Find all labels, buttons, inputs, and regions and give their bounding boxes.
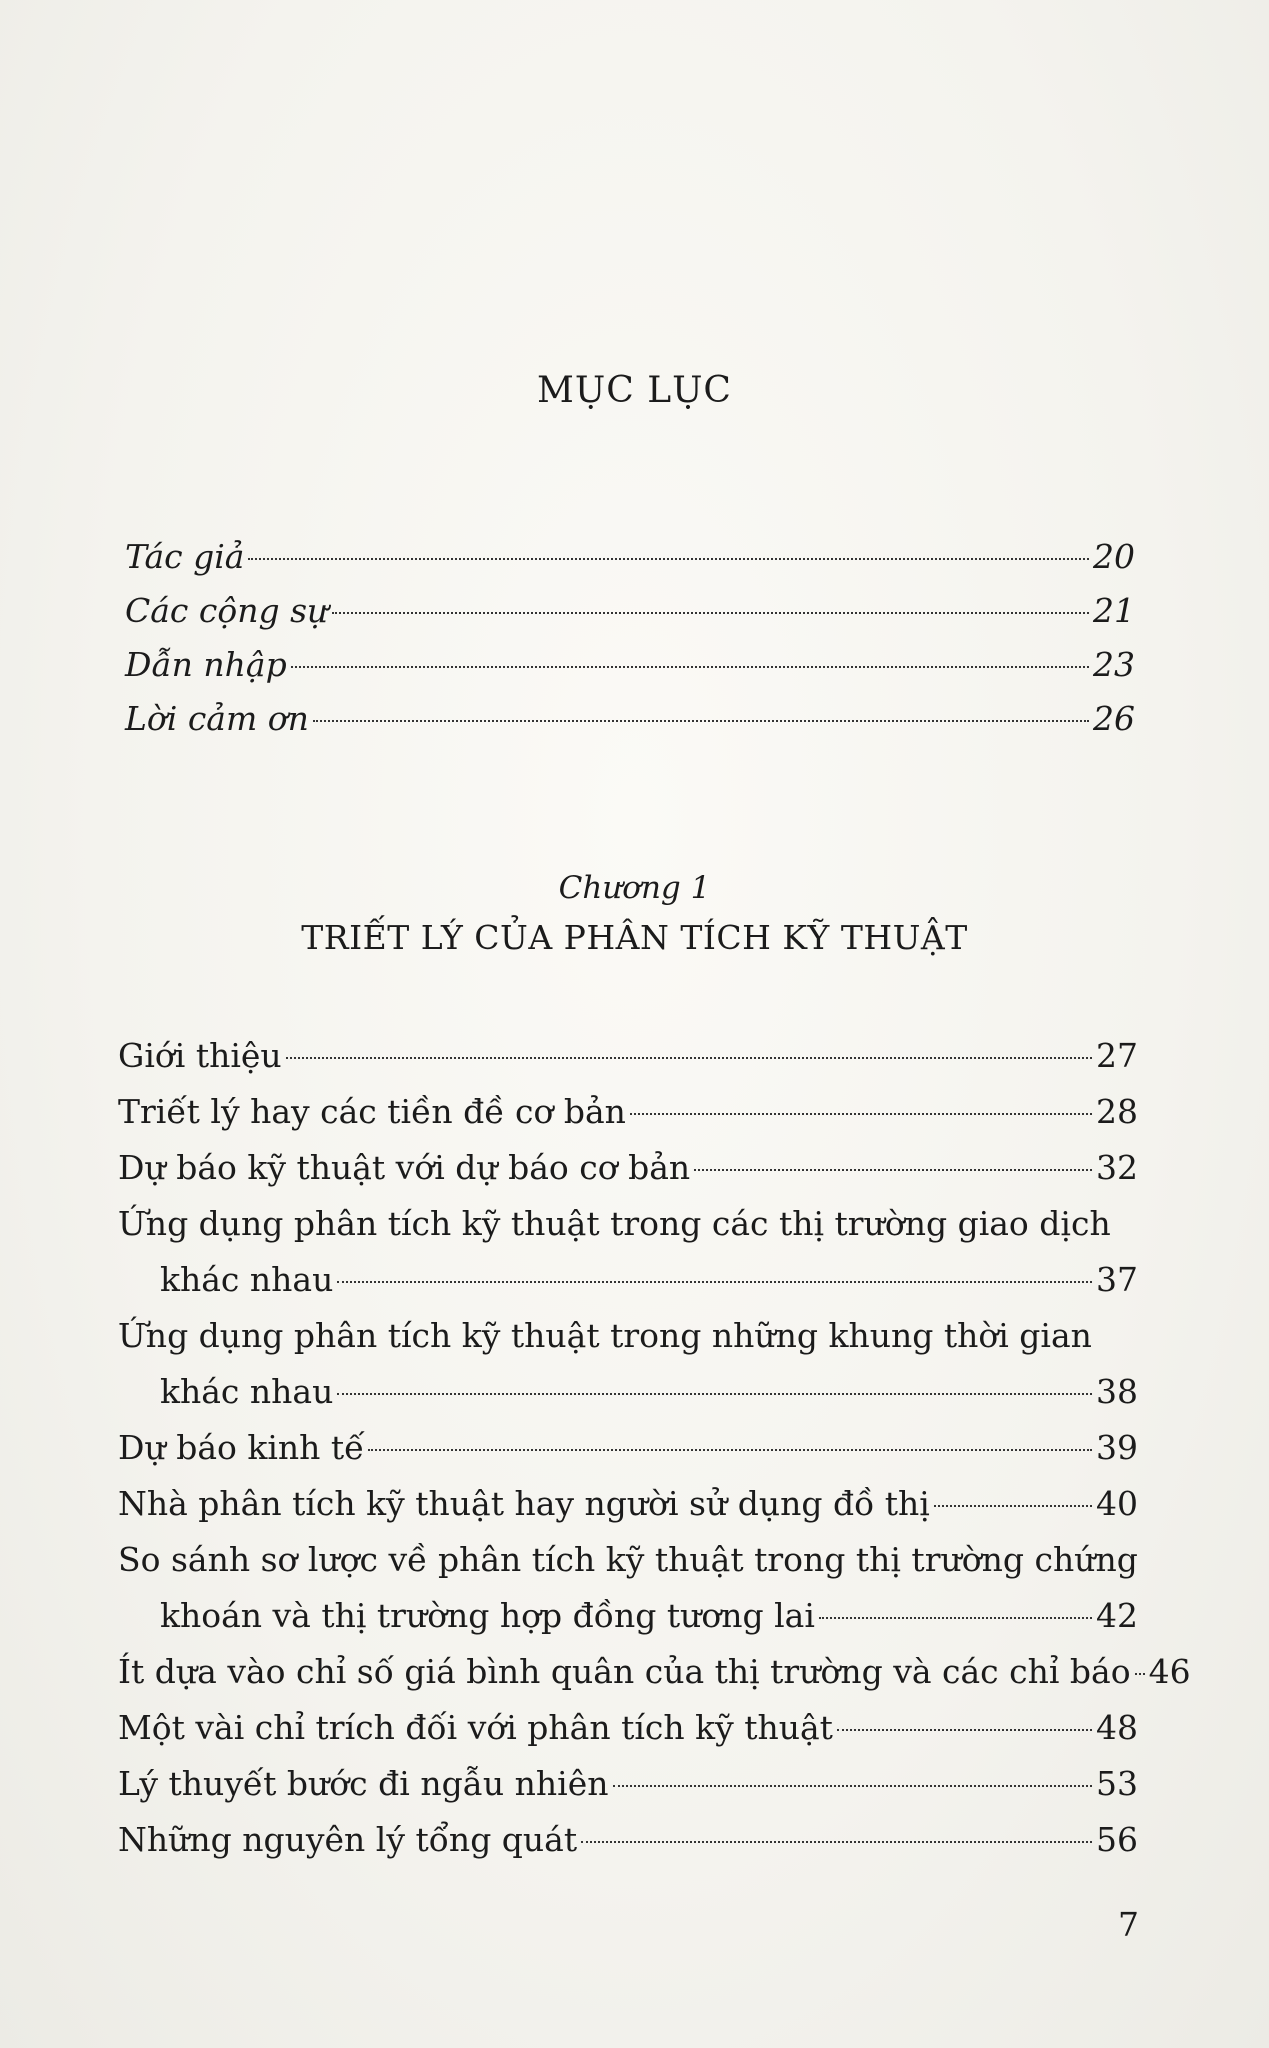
entry-page: 20: [1093, 537, 1135, 576]
toc-entry: [125, 530, 1135, 584]
entry-label: Ít dựa vào chỉ số giá bình quân của thị trường và các chỉ báo: [118, 1652, 1131, 1691]
toc-entry: [118, 1420, 1138, 1476]
toc-entry: [118, 1084, 1138, 1140]
chapter-label: Chương 1: [558, 870, 711, 906]
toc-entry: [118, 1364, 1138, 1420]
page-number: 7: [1118, 1905, 1139, 1944]
dot-leader: [337, 1281, 1092, 1283]
toc-entry: [118, 1644, 1191, 1700]
toc-entry: [118, 1476, 1138, 1532]
toc-entry: [118, 1252, 1138, 1308]
entry-first-line: Ứng dụng phân tích kỹ thuật trong các thị trường giao dịch: [118, 1204, 1111, 1243]
entry-page: 21: [1093, 591, 1135, 630]
entry-label: Những nguyên lý tổng quát: [118, 1820, 578, 1859]
dot-leader: [1135, 1673, 1145, 1675]
entry-page: 48: [1096, 1708, 1138, 1747]
entry-label: khác nhau: [160, 1260, 334, 1299]
toc-entry: [118, 1700, 1138, 1756]
dot-leader: [291, 666, 1089, 668]
entry-label: Dự báo kinh tế: [118, 1428, 365, 1467]
entry-label: Lý thuyết bước đi ngẫu nhiên: [118, 1764, 609, 1803]
entry-page: 28: [1096, 1092, 1138, 1131]
chapter-entries: [118, 1028, 1191, 1868]
toc-entry: [125, 584, 1135, 638]
entry-label: khác nhau: [160, 1372, 334, 1411]
entry-page: 23: [1093, 645, 1135, 684]
dot-leader: [248, 558, 1089, 560]
entry-page: 42: [1096, 1596, 1138, 1635]
entry-page: 46: [1148, 1652, 1191, 1691]
dot-leader: [934, 1505, 1092, 1507]
entry-label: Lời cảm ơn: [125, 699, 309, 738]
entry-page: 32: [1096, 1148, 1138, 1187]
toc-entry: [125, 692, 1135, 746]
entry-label: Nhà phân tích kỹ thuật hay người sử dụng đồ thị: [118, 1484, 930, 1523]
entry-first-line: So sánh sơ lược về phân tích kỹ thuật trong thị trường chứng: [118, 1540, 1138, 1579]
front-matter-list: [125, 530, 1135, 746]
dot-leader: [694, 1169, 1092, 1171]
entry-label: Triết lý hay các tiền đề cơ bản: [118, 1092, 626, 1131]
toc-entry: [125, 638, 1135, 692]
dot-leader: [837, 1729, 1092, 1731]
toc-entry: [118, 1588, 1138, 1644]
entry-page: 56: [1096, 1820, 1138, 1859]
entry-label: Giới thiệu: [118, 1036, 282, 1075]
dot-leader: [286, 1057, 1092, 1059]
toc-entry: [118, 1140, 1138, 1196]
dot-leader: [613, 1785, 1092, 1787]
entry-page: 27: [1096, 1036, 1138, 1075]
entry-page: 38: [1096, 1372, 1138, 1411]
entry-label: khoán và thị trường hợp đồng tương lai: [160, 1596, 815, 1635]
entry-label: Dẫn nhập: [125, 645, 287, 684]
dot-leader: [581, 1841, 1092, 1843]
entry-label: Các cộng sự: [125, 591, 329, 630]
entry-page: 26: [1093, 699, 1135, 738]
toc-entry: [118, 1812, 1138, 1868]
chapter-title: TRIẾT LÝ CỦA PHÂN TÍCH KỸ THUẬT: [301, 918, 968, 957]
entry-label: Tác giả: [125, 537, 245, 576]
entry-label: Dự báo kỹ thuật với dự báo cơ bản: [118, 1148, 691, 1187]
toc-entry: [118, 1756, 1138, 1812]
entry-page: 53: [1096, 1764, 1138, 1803]
dot-leader: [819, 1617, 1092, 1619]
dot-leader: [313, 720, 1089, 722]
entry-page: 40: [1096, 1484, 1138, 1523]
toc-entry: [118, 1028, 1138, 1084]
dot-leader: [368, 1449, 1092, 1451]
entry-page: 39: [1096, 1428, 1138, 1467]
entry-first-line: Ứng dụng phân tích kỹ thuật trong những khung thời gian: [118, 1316, 1092, 1355]
dot-leader: [332, 612, 1089, 614]
entry-page: 37: [1096, 1260, 1138, 1299]
entry-label: Một vài chỉ trích đối với phân tích kỹ thuật: [118, 1708, 833, 1747]
dot-leader: [337, 1393, 1092, 1395]
page-title: MỤC LỤC: [537, 370, 732, 411]
dot-leader: [630, 1113, 1092, 1115]
